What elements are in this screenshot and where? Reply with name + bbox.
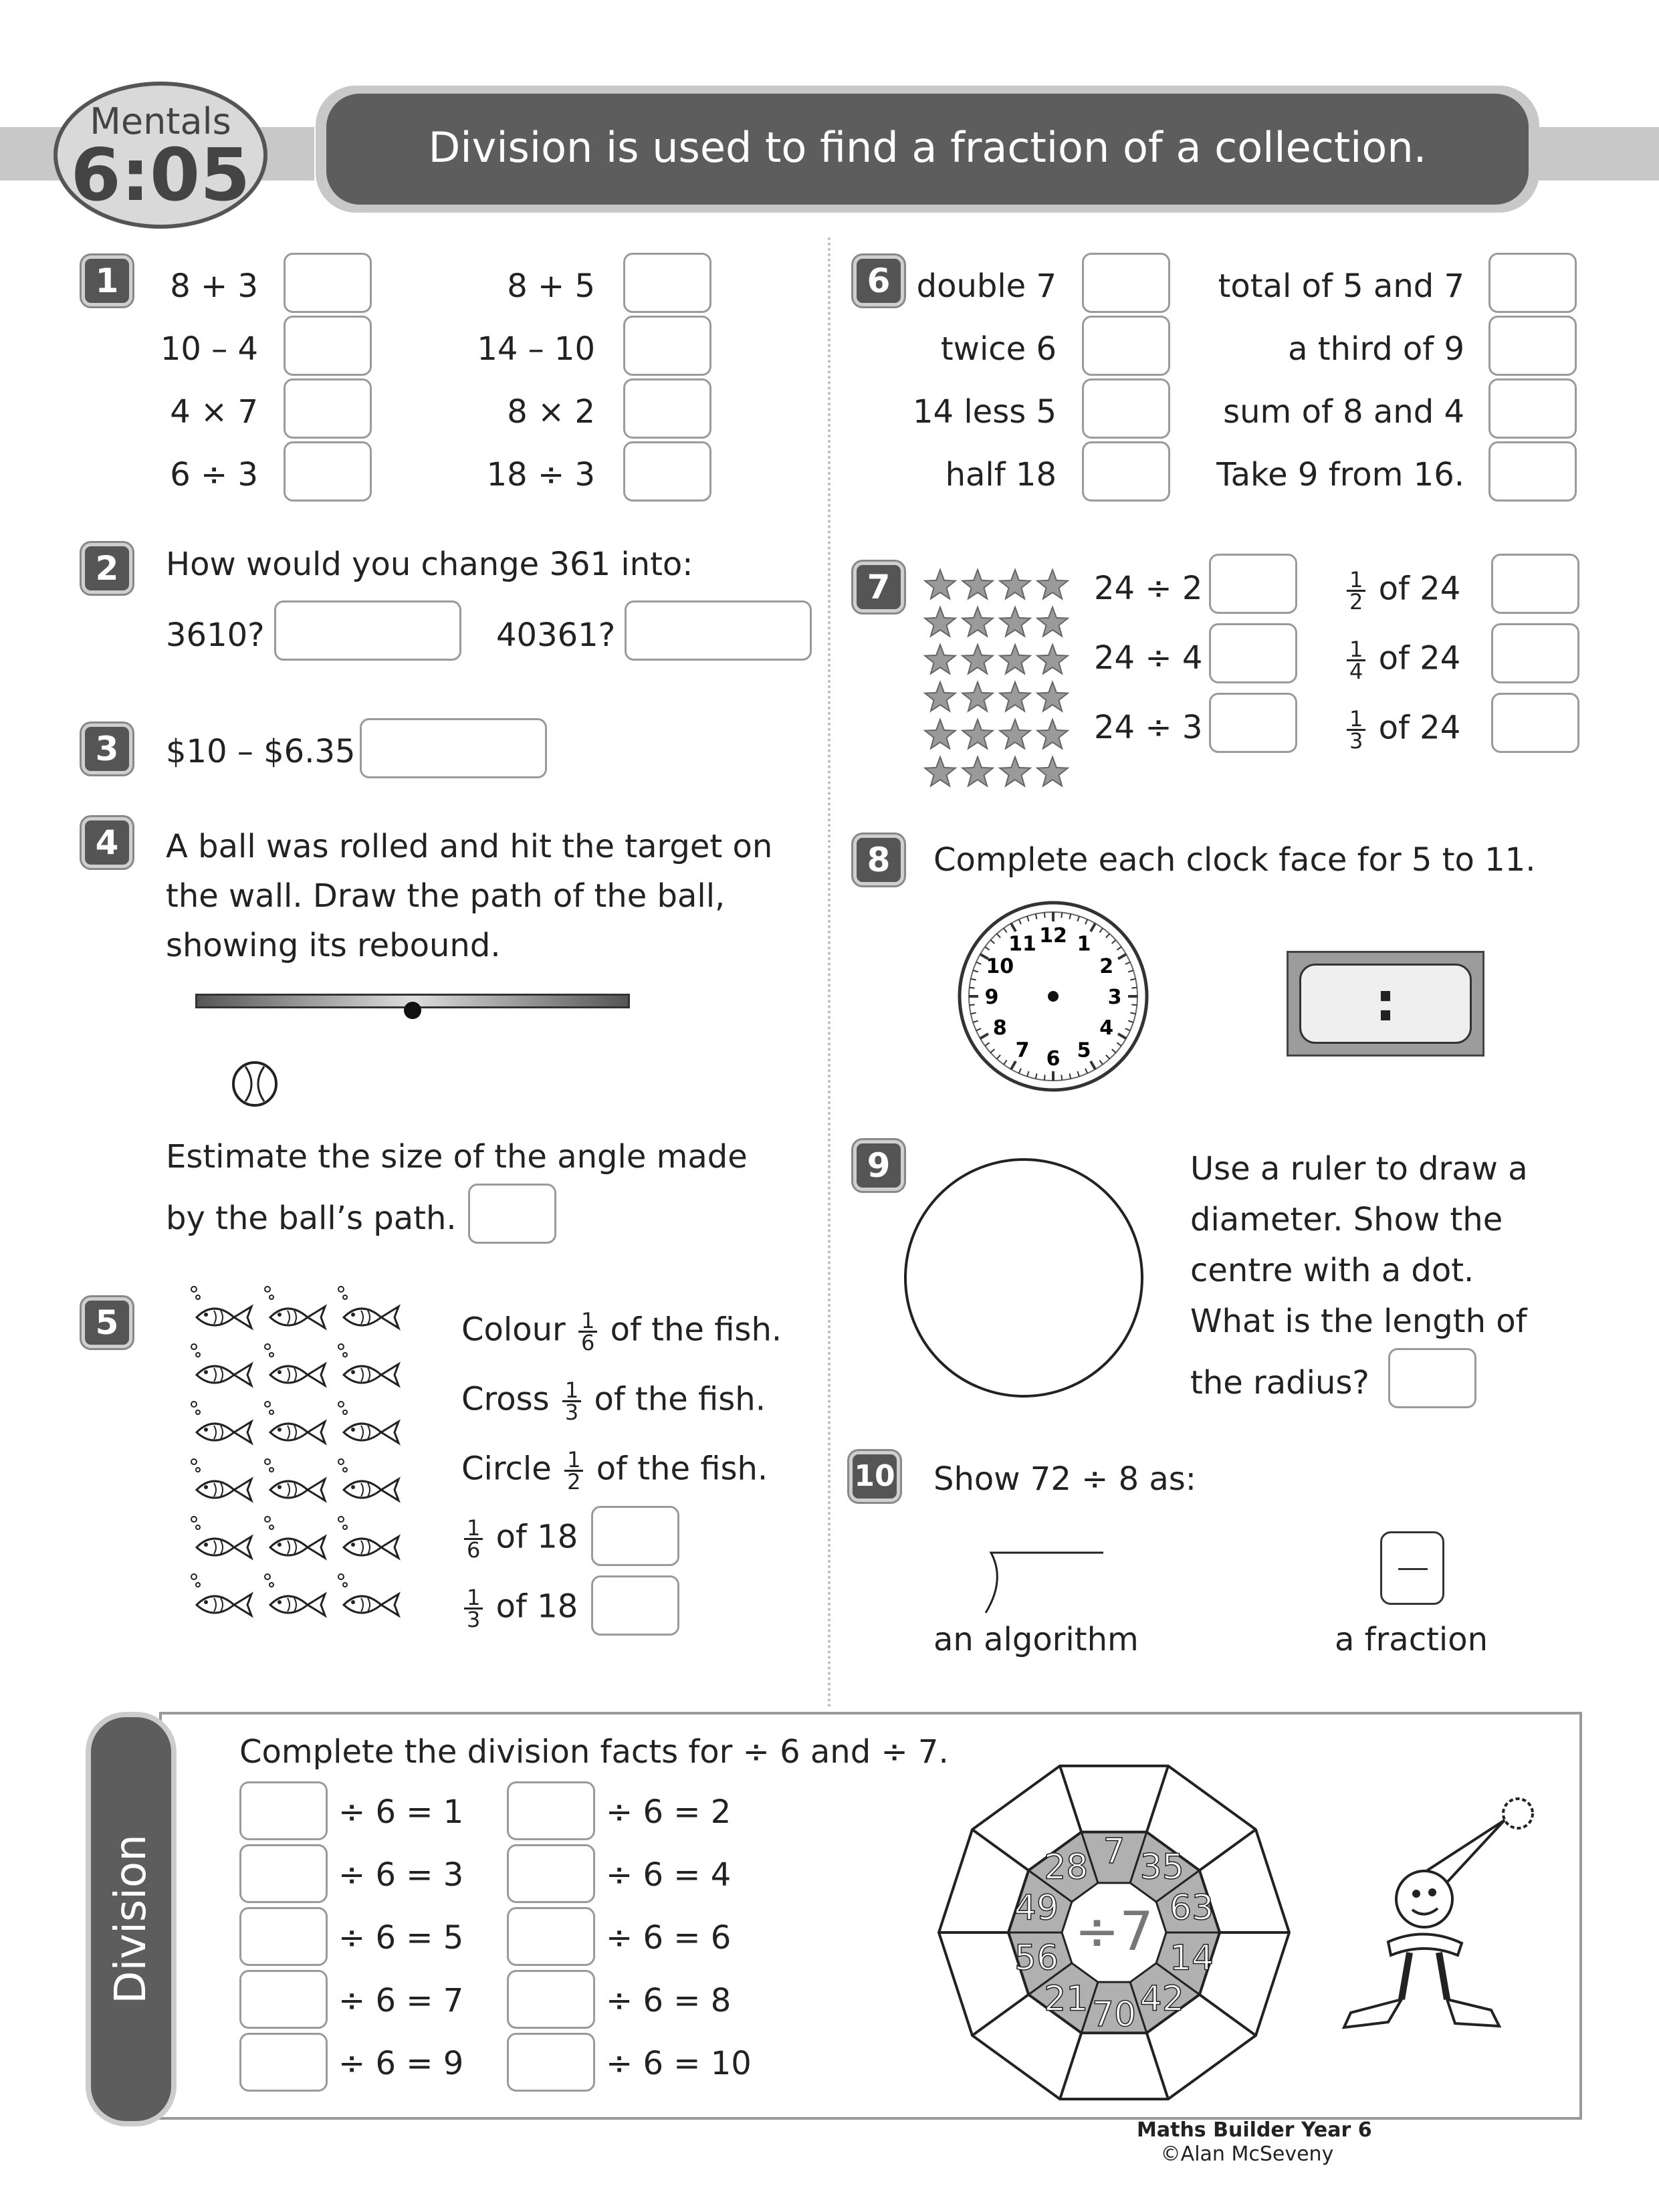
q1-answer-1a[interactable] [284,253,372,313]
page-title: Division is used to find a fraction of a collection. [428,123,1427,172]
wheel-number: 21 [1044,1979,1089,2019]
q1-expr-2b: 14 – 10 [477,330,595,368]
division-fact-right-5-text: ÷ 6 = 10 [606,2045,752,2082]
q7-answer-1[interactable] [1209,554,1297,614]
star-icon [923,643,958,678]
q9-line-1: Use a ruler to draw a [1190,1150,1528,1188]
star-icon [960,606,995,641]
q7-expr-3: 24 ÷ 3 [1094,709,1203,746]
clock-number: 5 [1077,1038,1091,1063]
star-icon [1035,681,1070,715]
division-fact-left-3-answer[interactable] [239,1907,328,1966]
fish-icon[interactable] [187,1571,254,1625]
q10-fraction-label: a fraction [1335,1621,1488,1658]
question-number-2: 2 [82,543,132,594]
q1-expr-4a: 6 ÷ 3 [170,456,258,493]
digital-clock-colon: : [1375,971,1396,1033]
fish-icon[interactable] [187,1514,254,1567]
division-fact-right-3-text: ÷ 6 = 6 [606,1919,732,1957]
q9-line-2: diameter. Show the [1190,1201,1503,1238]
ball-icon [231,1060,279,1108]
q4-estimate-1: Estimate the size of the angle made [166,1138,748,1176]
question-number-1: 1 [82,255,132,306]
question-number-8: 8 [853,835,904,885]
fish-icon[interactable] [334,1571,401,1625]
q1-answer-2a[interactable] [284,316,372,376]
q6-right-3: sum of 8 and 4 [1223,393,1464,431]
q1-expr-1a: 8 + 3 [170,267,258,305]
q1-answer-4a[interactable] [284,441,372,502]
wheel-number: 42 [1139,1979,1184,2019]
fraction-one-third: $\frac{1}{3}$ [562,1380,581,1422]
q4-line-2: the wall. Draw the path of the ball, [166,877,726,915]
question-number-5: 5 [82,1297,132,1348]
fraction-one-third-q7: $\frac{1}{3}$ [1347,709,1365,751]
division-fact-left-1-text: ÷ 6 = 1 [338,1793,464,1831]
q2-answer-b[interactable] [625,600,812,661]
question-number-4: 4 [82,817,132,868]
wheel-number: 14 [1169,1938,1214,1979]
question-number-6: 6 [853,255,904,306]
q1-answer-3a[interactable] [284,378,372,439]
clock-number: 11 [1008,932,1036,956]
header-band-right [1538,127,1659,181]
fraction-one-quarter-q7: $\frac{1}{4}$ [1347,639,1365,681]
fish-icon[interactable] [261,1571,328,1625]
star-grid [923,568,1077,796]
division-fact-right-5-answer[interactable] [507,2033,595,2092]
mentals-badge [53,82,267,229]
wheel-number: 7 [1103,1832,1125,1872]
division-fact-left-5-text: ÷ 6 = 9 [338,2045,464,2082]
q6-right-1: total of 5 and 7 [1218,267,1464,305]
division-fact-right-4-answer[interactable] [507,1970,595,2029]
target-dot [404,1002,421,1019]
clock-number: 6 [1046,1047,1061,1071]
wheel-number: 70 [1091,1995,1137,2035]
q6-answer-r1[interactable] [1488,253,1577,313]
division-fact-left-2-answer[interactable] [239,1844,328,1903]
q7-answer-quarter[interactable] [1491,623,1579,683]
fraction-one-sixth: $\frac{1}{6}$ [578,1311,597,1353]
q4-estimate-2: by the ball’s path. [166,1200,457,1237]
q2-label-b: 40361? [496,617,616,654]
question-number-10: 10 [849,1451,900,1502]
q1-expr-3b: 8 × 2 [507,393,595,431]
q1-expr-1b: 8 + 5 [507,267,595,305]
fish-icon[interactable] [334,1399,401,1452]
q4-answer[interactable] [468,1184,556,1244]
q1-answer-1b[interactable] [623,253,711,313]
wheel-number: 56 [1014,1938,1059,1979]
wheel-number: 49 [1014,1888,1059,1928]
fish-icon[interactable] [334,1284,401,1337]
star-icon [998,568,1032,603]
q9-line-4: What is the length of [1190,1303,1527,1340]
star-icon [1035,718,1070,753]
division-fact-right-2-text: ÷ 6 = 4 [606,1856,732,1894]
fraction-one-third-b: $\frac{1}{3}$ [464,1587,483,1630]
division-fact-right-3-answer[interactable] [507,1907,595,1966]
fish-grid [187,1284,415,1638]
q5-circle-word: Circle [461,1450,552,1488]
division-fact-left-5-answer[interactable] [239,2033,328,2092]
star-icon [1035,643,1070,678]
q6-left-3: 14 less 5 [912,393,1057,431]
circle-to-measure[interactable] [904,1158,1143,1398]
star-icon [998,606,1032,641]
clock-number: 12 [1039,924,1067,948]
wheel-number: 28 [1044,1847,1089,1888]
fraction-one-half-q7: $\frac{1}{2}$ [1347,570,1365,612]
star-icon [960,756,995,790]
q5-answer-third[interactable] [591,1575,679,1636]
analog-clock[interactable] [956,899,1150,1093]
q5-circle-line [461,1447,768,1495]
q5-sixth-of-18: $\frac{1}{6}$ of 18 [461,1518,578,1560]
clock-number: 1 [1077,932,1091,956]
division-wheel[interactable] [933,1752,1295,2113]
division-side-label: Division [106,1834,156,2004]
division-fact-right-2-answer[interactable] [507,1844,595,1903]
clock-number: 9 [984,986,999,1009]
fish-icon[interactable] [334,1456,401,1510]
fish-icon[interactable] [261,1456,328,1510]
star-icon [923,568,958,603]
q5-colour-rest: of the fish. [610,1311,782,1349]
q6-answer-r3[interactable] [1488,378,1577,439]
q6-left-2: twice 6 [940,330,1057,368]
fish-icon[interactable] [334,1341,401,1395]
q5-third-of-18: $\frac{1}{3}$ of 18 [461,1587,578,1630]
fish-icon[interactable] [334,1514,401,1567]
q5-cross-rest: of the fish. [594,1380,766,1418]
q4-line-1: A ball was rolled and hit the target on [166,828,773,865]
wheel-number: 35 [1139,1847,1184,1888]
star-icon [960,718,995,753]
division-fact-right-1-answer[interactable] [507,1781,595,1840]
q5-circle-rest: of the fish. [596,1450,768,1488]
clock-number: 2 [1099,955,1114,978]
star-icon [923,606,958,641]
fish-icon[interactable] [187,1341,254,1395]
question-number-3: 3 [82,724,132,774]
q7-expr-2: 24 ÷ 4 [1094,639,1203,677]
q1-expr-3a: 4 × 7 [170,393,258,431]
q7-frac-3: $\frac{1}{3}$ of 24 [1344,709,1460,751]
q7-answer-2[interactable] [1209,623,1297,683]
division-fact-right-4-text: ÷ 6 = 8 [606,1982,732,2019]
q6-answer-l1[interactable] [1082,253,1170,313]
clock-number: 7 [1015,1038,1030,1063]
star-icon [960,681,995,715]
q6-right-4: Take 9 from 16. [1216,456,1464,493]
q5-colour-line [461,1308,782,1355]
column-divider [828,237,831,1708]
long-division-bracket[interactable] [983,1550,1103,1617]
digital-clock[interactable] [1287,951,1484,1057]
q4-line-3: showing its rebound. [166,927,501,964]
fraction-one-half: $\frac{1}{2}$ [564,1450,583,1492]
q6-left-4: half 18 [945,456,1057,493]
q6-answer-r2[interactable] [1488,316,1577,376]
q2-prompt: How would you change 361 into: [166,546,693,583]
clock-number: 4 [1099,1016,1114,1040]
star-icon [960,643,995,678]
star-icon [998,643,1032,678]
fish-icon[interactable] [261,1341,328,1395]
division-prompt: Complete the division facts for ÷ 6 and ÷ 7. [239,1733,949,1771]
footer-book: Maths Builder Year 6 [1137,2118,1372,2142]
q9-line-5: the radius? [1190,1364,1369,1402]
star-icon [1035,568,1070,603]
footer-copyright: ©Alan McSeveny [1160,2142,1334,2166]
mentals-code: 6:05 [70,134,251,217]
q5-cross-line [461,1377,766,1425]
q6-answer-l4[interactable] [1082,441,1170,502]
q1-answer-3b[interactable] [623,378,711,439]
star-icon [998,756,1032,790]
division-fact-left-3-text: ÷ 6 = 5 [338,1919,464,1957]
star-icon [1035,606,1070,641]
clown-illustration [1324,1792,1545,2039]
q1-answer-4b[interactable] [623,441,711,502]
q3-answer[interactable] [360,718,547,778]
fish-icon[interactable] [261,1514,328,1567]
wheel-number: 63 [1169,1888,1214,1928]
q9-answer[interactable] [1388,1348,1476,1408]
division-fact-left-1-answer[interactable] [239,1781,328,1840]
star-icon [1035,756,1070,790]
q6-answer-l3[interactable] [1082,378,1170,439]
fraction-bar [1398,1568,1428,1570]
clock-number: 3 [1107,986,1122,1009]
q1-expr-4b: 18 ÷ 3 [486,456,595,493]
q2-answer-a[interactable] [274,600,461,661]
q6-right-2: a third of 9 [1288,330,1464,368]
clock-number: 8 [992,1016,1007,1040]
division-fact-right-1-text: ÷ 6 = 2 [606,1793,732,1831]
fraction-box[interactable] [1380,1531,1444,1605]
fish-icon[interactable] [187,1284,254,1337]
q9-line-3: centre with a dot. [1190,1252,1474,1289]
star-icon [923,718,958,753]
q10-prompt: Show 72 ÷ 8 as: [933,1460,1196,1498]
q2-label-a: 3610? [166,617,265,654]
q7-frac-2: $\frac{1}{4}$ of 24 [1344,639,1460,681]
q5-colour-word: Colour [461,1311,566,1349]
fish-icon[interactable] [187,1456,254,1510]
q6-answer-r4[interactable] [1488,441,1577,502]
division-fact-left-4-answer[interactable] [239,1970,328,2029]
q7-answer-half[interactable] [1491,554,1579,614]
q8-prompt: Complete each clock face for 5 to 11. [933,841,1536,879]
star-icon [998,718,1032,753]
star-icon [960,568,995,603]
q7-answer-third[interactable] [1491,693,1579,753]
fraction-one-sixth-b: $\frac{1}{6}$ [464,1518,483,1560]
q6-left-1: double 7 [916,267,1057,305]
fish-icon[interactable] [187,1399,254,1452]
mentals-label: Mentals [90,100,231,142]
q5-cross-word: Cross [461,1380,550,1418]
q7-answer-3[interactable] [1209,693,1297,753]
wheel-center-label: ÷7 [1075,1900,1153,1963]
q3-prompt: $10 – $6.35 [166,733,356,770]
question-number-9: 9 [853,1140,904,1191]
division-fact-left-2-text: ÷ 6 = 3 [338,1856,464,1894]
question-number-7: 7 [853,562,904,613]
fish-icon[interactable] [261,1399,328,1452]
q6-answer-l2[interactable] [1082,316,1170,376]
fish-icon[interactable] [261,1284,328,1337]
q10-algorithm-label: an algorithm [933,1621,1139,1658]
division-fact-left-4-text: ÷ 6 = 7 [338,1982,464,2019]
star-icon [923,756,958,790]
digital-clock-screen [1299,964,1472,1044]
clock-number: 10 [986,955,1014,978]
q7-frac-1: $\frac{1}{2}$ of 24 [1344,570,1460,612]
q1-answer-2b[interactable] [623,316,711,376]
star-icon [923,681,958,715]
star-icon [998,681,1032,715]
q5-answer-sixth[interactable] [591,1506,679,1566]
q7-expr-1: 24 ÷ 2 [1094,570,1203,607]
q1-expr-2a: 10 – 4 [160,330,258,368]
